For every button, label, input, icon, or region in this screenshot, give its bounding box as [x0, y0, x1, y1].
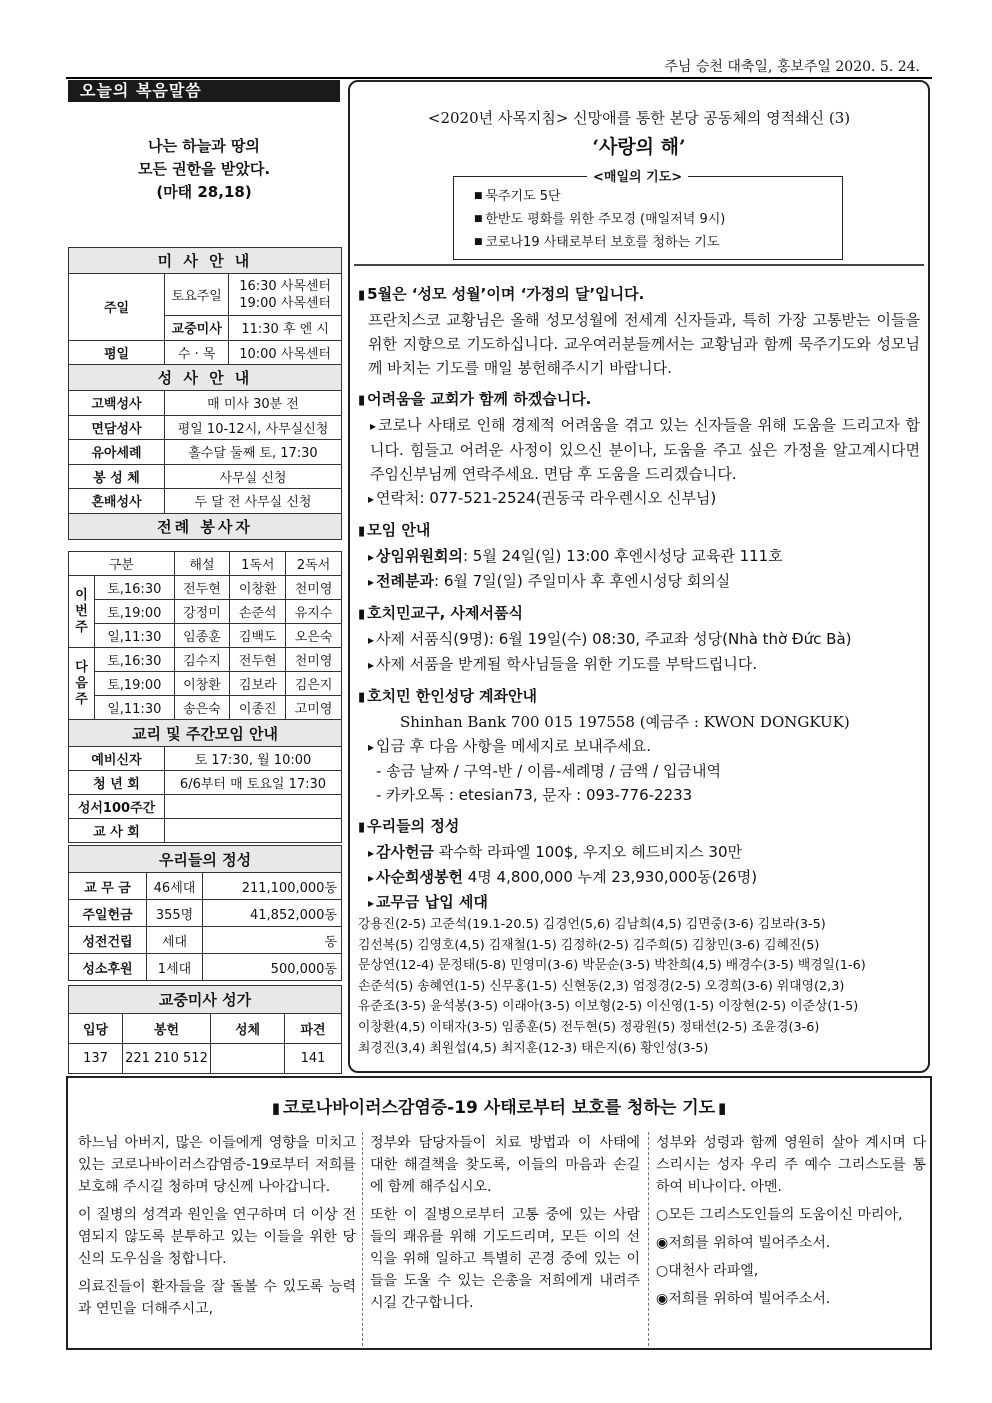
- notice-title: ▮ 어려움을 교회가 함께 하겠습니다.: [358, 387, 924, 413]
- meeting-label: 예비신자: [69, 747, 165, 771]
- sat-mass-times: [229, 274, 342, 316]
- notice-line: ▸ 사제 서품을 받게될 학사님들을 위한 기도를 부탁드립니다.: [358, 652, 924, 677]
- offering-count: 1세대: [147, 954, 203, 981]
- meeting-value: [165, 819, 342, 843]
- sacrament-label: 고백성사: [69, 391, 165, 416]
- server-name: 김백도: [230, 624, 286, 648]
- sacrament-value: 홀수달 둘째 토, 17:30: [165, 440, 342, 465]
- prayer-response: ◉저희를 위하여 빌어주소서.: [656, 1291, 831, 1307]
- server-col-header: 2독서: [286, 552, 342, 576]
- prayer-paragraph: 이 질병의 성격과 원인을 연구하며 더 이상 전염되지 않도록 분투하고 있는 이들을 위한 당신의 도우심을 청합니다.: [78, 1207, 356, 1267]
- notice-line: ▸ 입금 후 다음 사항을 메세지로 보내주세요.: [358, 734, 924, 759]
- offering-amount: 동: [203, 927, 342, 954]
- offering-name: 사순희생봉헌: [376, 868, 463, 886]
- parish-info-table: [68, 247, 342, 540]
- donor-line: 문상연(12-4) 문정태(5-8) 민영미(3-6) 박문순(3-5) 박찬희(4,5) 배경수(3-5) 백경일(1-6): [358, 958, 866, 974]
- header-rule: [66, 77, 932, 79]
- sat-mass-label: 토요주일: [165, 274, 229, 316]
- prayer-column-2: [370, 1132, 640, 1346]
- daily-prayer-item: ■ 한반도 평화를 위한 주모경 (매일저녁 9시): [474, 208, 842, 231]
- server-name: 이종진: [230, 696, 286, 720]
- server-name: 김보라: [230, 672, 286, 696]
- offering-count: 355명: [147, 900, 203, 927]
- doctrine-table: [68, 719, 342, 843]
- meeting-label: 청 년 회: [69, 771, 165, 795]
- daily-prayer-label: <매일의 기도>: [587, 166, 688, 189]
- weekday-time: 10:00 사목센터: [229, 340, 342, 365]
- server-col-header: 구분: [69, 552, 175, 576]
- sacrament-label: 면담성사: [69, 415, 165, 440]
- notice-body: ▸ 코로나 사태로 인해 경제적 어려움을 겪고 있는 신자들을 위해 도움을 드리고자 합니다. 힘들고 어려운 사정이 있으신 분이나, 도움을 주고 싶은 가정을 알고계시다면 주임신부님께 연락주세요. 면담 후 도움을 드리겠습니다.: [358, 413, 924, 486]
- hymns-section-title: 교중미사 성가: [69, 986, 342, 1014]
- hymn-header: 성체: [211, 1014, 285, 1044]
- notices-list: [358, 282, 924, 1066]
- sacrament-value: 사무실 신청: [165, 464, 342, 489]
- offering-name: 교무금 납입 세대: [376, 893, 488, 911]
- notice-line: - 송금 날짜 / 구역-반 / 이름-세례명 / 금액 / 입금내역: [376, 762, 721, 780]
- prayer-column-3: [656, 1132, 926, 1346]
- section-divider: [354, 264, 924, 266]
- hymn-value: 221 210 512: [123, 1044, 211, 1074]
- servers-table: [68, 551, 342, 720]
- offering-detail: 곽수학 라파엘 100$, 우지오 헤드비지스 30만: [434, 843, 742, 861]
- notice-title: ▮ 5월은 ‘성모 성월’이며 ‘가정의 달’입니다.: [358, 282, 924, 308]
- this-week-text: 이번주: [75, 587, 88, 635]
- covid-prayer-title: ▮ 코로나바이러스감염증-19 사태로부터 보호를 청하는 기도 ▮: [68, 1093, 930, 1118]
- notice-title: ▮ 호치민 한인성당 계좌안내: [358, 684, 924, 710]
- server-name: 전두현: [174, 576, 230, 600]
- server-name: 전두현: [230, 648, 286, 672]
- offering-line: [358, 865, 924, 890]
- weekday-days: 수 · 목: [165, 340, 229, 365]
- offering-count: 세대: [147, 927, 203, 954]
- offering-amount: 500,000동: [203, 954, 342, 981]
- daily-prayer-item: ■ 묵주기도 5단: [474, 185, 842, 208]
- meeting-name: 전례분과: [376, 572, 434, 590]
- sacrament-label: 유아세례: [69, 440, 165, 465]
- offering-line: [358, 840, 924, 865]
- pastoral-guideline-subtitle: ‘사랑의 해’: [592, 136, 686, 158]
- mass-section-title: 미 사 안 내: [69, 248, 342, 274]
- meeting-item: [358, 569, 924, 594]
- server-name: 이창환: [174, 672, 230, 696]
- intl-mass-label: 교중미사: [165, 316, 229, 341]
- doctrine-section-title: 교리 및 주간모임 안내: [69, 720, 342, 747]
- gospel-verse: [68, 135, 340, 204]
- notice-offerings: [358, 814, 924, 1059]
- prayer-paragraph: 하느님 아버지, 많은 이들에게 영향을 미치고 있는 코로나바이러스감염증-19로부터 저희를 보호해 주시길 청하며 당신께 나아갑니다.: [78, 1135, 356, 1195]
- intl-mass-time: 11:30 후 엔 시: [229, 316, 342, 341]
- bank-account: Shinhan Bank 700 015 197558 (예금주 : KWON DONGKUK): [400, 713, 850, 731]
- next-week-text: 다음주: [75, 659, 88, 707]
- hymn-value: 137: [69, 1044, 123, 1074]
- offering-name: 감사헌금: [376, 843, 434, 861]
- meeting-item: [358, 544, 924, 569]
- offering-line: [358, 890, 924, 915]
- hymn-value: 141: [285, 1044, 342, 1074]
- notice-may: [358, 282, 924, 380]
- prayer-paragraph: 성부와 성령과 함께 영원히 살아 계시며 다스리시는 성자 우리 주 예수 그리스도를 통하여 비나이다. 아멘.: [656, 1135, 926, 1195]
- offering-label: 교 무 금: [69, 873, 147, 900]
- server-name: 송은숙: [174, 696, 230, 720]
- server-col-header: 해설: [174, 552, 230, 576]
- offering-count: 46세대: [147, 873, 203, 900]
- prayer-column-1: [78, 1132, 356, 1346]
- server-name: 천미영: [286, 576, 342, 600]
- meeting-value: 6/6부터 매 토요일 17:30: [165, 771, 342, 795]
- prayer-paragraph: 의료진들이 환자들을 잘 돌볼 수 있도록 능력과 연민을 더해주시고,: [78, 1279, 356, 1317]
- server-name: 손준석: [230, 600, 286, 624]
- offerings-table: [68, 845, 342, 981]
- server-name: 유지수: [286, 600, 342, 624]
- daily-prayer-item: ■ 코로나19 사태로부터 보호를 청하는 기도: [474, 231, 842, 254]
- notice-contact: ▸ 연락처: 077-521-2524(권동국 라우렌시오 신부님): [358, 486, 924, 511]
- notice-bank: [358, 684, 924, 807]
- hymn-value: [211, 1044, 285, 1074]
- prayer-paragraph: 정부와 담당자들이 치료 방법과 이 사태에 대한 해결책을 찾도록, 이들의 마음과 손길에 함께 해주십시오.: [370, 1135, 640, 1195]
- sacrament-label: 봉 성 체: [69, 464, 165, 489]
- donor-line: 최경진(3,4) 최원섭(4,5) 최지훈(12-3) 태은지(6) 황인성(3-5): [358, 1040, 709, 1056]
- donor-line: 강용진(2-5) 고준석(19.1-20.5) 김경언(5,6) 김남희(4,5) 김면중(3-6) 김보라(3-5): [358, 917, 826, 932]
- sacrament-label: 혼배성사: [69, 489, 165, 514]
- server-name: 임종훈: [174, 624, 230, 648]
- gospel-line-1: 나는 하늘과 땅의: [148, 137, 260, 155]
- server-slot: 토,16:30: [95, 576, 175, 600]
- server-slot: 토,19:00: [95, 672, 175, 696]
- notice-ordination: [358, 601, 924, 677]
- servers-section-title: 전례 봉사자: [69, 513, 342, 539]
- offering-detail: 4명 4,800,000 누계 23,930,000동(26명): [462, 868, 758, 886]
- next-week-label: [69, 648, 95, 720]
- donor-line: 김선복(5) 김영호(4,5) 김재철(1-5) 김정하(2-5) 김주희(5) 김창민(3-6) 김혜진(5): [358, 937, 820, 953]
- sat-mass-time-1: 16:30 사목센터: [239, 278, 332, 294]
- prayer-response: ○대천사 라파엘,: [656, 1263, 759, 1279]
- sacraments-section-title: 성 사 안 내: [69, 365, 342, 391]
- issue-date: 주님 승천 대축일, 홍보주일 2020. 5. 24.: [664, 59, 920, 75]
- notice-meetings: [358, 518, 924, 594]
- gospel-reference: (마태 28,18): [156, 183, 252, 201]
- covid-prayer-box: [66, 1076, 932, 1350]
- sacrament-value: 매 미사 30분 전: [165, 391, 342, 416]
- hymn-header: 파견: [285, 1014, 342, 1044]
- notice-title: ▮ 호치민교구, 사제서품식: [358, 601, 924, 627]
- pastoral-guideline-title: <2020년 사목지침> 신망애를 통한 본당 공동체의 영적쇄신 (3): [427, 109, 851, 127]
- server-name: 오은숙: [286, 624, 342, 648]
- meeting-value: 토 17:30, 월 10:00: [165, 747, 342, 771]
- sat-mass-time-2: 19:00 사목센터: [239, 295, 332, 311]
- notice-title: ▮ 모임 안내: [358, 518, 924, 544]
- column-divider: [648, 1132, 649, 1346]
- gospel-label: 오늘의 복음말씀: [68, 80, 340, 102]
- sacrament-value: 평일 10-12시, 사무실신청: [165, 415, 342, 440]
- sunday-label: 주일: [69, 274, 165, 341]
- meeting-label: 성서100주간: [69, 795, 165, 819]
- prayer-response: ◉저희를 위하여 빌어주소서.: [656, 1235, 831, 1251]
- server-name: 강정미: [174, 600, 230, 624]
- server-slot: 일,11:30: [95, 696, 175, 720]
- donor-line: 이창환(4,5) 이태자(3-5) 임종훈(5) 전두현(5) 정광원(5) 정태선(2-5) 조윤경(3-6): [358, 1019, 820, 1035]
- offering-label: 주일헌금: [69, 900, 147, 927]
- server-name: 천미영: [286, 648, 342, 672]
- column-divider: [362, 1132, 363, 1346]
- offering-amount: 41,852,000동: [203, 900, 342, 927]
- meeting-name: 상임위원회의: [376, 547, 463, 565]
- server-slot: 토,19:00: [95, 600, 175, 624]
- meeting-label: 교 사 회: [69, 819, 165, 843]
- donor-line: 유준조(3-5) 윤석봉(3-5) 이래아(3-5) 이보형(2-5) 이신영(1-5) 이장현(2-5) 이준상(1-5): [358, 999, 859, 1015]
- announcements-panel: [348, 80, 930, 1073]
- daily-prayer-box: [453, 170, 843, 260]
- sacrament-value: 두 달 전 사무실 신청: [165, 489, 342, 514]
- server-slot: 토,16:30: [95, 648, 175, 672]
- server-name: 김수지: [174, 648, 230, 672]
- notice-body: 프란치스코 교황님은 올해 성모성월에 전세계 신자들과, 특히 가장 고통받는 이들을 위한 지향으로 기도하십니다. 교우여러분들께서는 교황님과 함께 묵주기도와 성모님께 바치는 기도를 매일 봉헌해주시기 바랍니다.: [368, 311, 920, 377]
- meeting-value: [165, 795, 342, 819]
- donor-line: 손준석(5) 송혜연(1-5) 신무홍(1-5) 신현동(2,3) 엄정경(2-5) 오경희(3-6) 위대영(2,3): [358, 978, 845, 994]
- notice-line: ▸ 사제 서품식(9명): 6월 19일(수) 08:30, 주교좌 성당(Nhà thờ Đức Bà): [358, 627, 924, 652]
- notice-help: [358, 387, 924, 511]
- donor-list: [358, 915, 924, 1059]
- server-name: 김은지: [286, 672, 342, 696]
- gospel-line-2: 모든 권한을 받았다.: [137, 160, 271, 178]
- offering-label: 성전건립: [69, 927, 147, 954]
- this-week-label: [69, 576, 95, 648]
- hymns-table: [68, 985, 342, 1074]
- server-col-header: 1독서: [230, 552, 286, 576]
- weekday-label: 평일: [69, 340, 165, 365]
- notice-line: - 카카오톡 : etesian73, 문자 : 093-776-2233: [376, 786, 693, 804]
- hymn-header: 봉헌: [123, 1014, 211, 1044]
- offering-label: 성소후원: [69, 954, 147, 981]
- server-name: 이창환: [230, 576, 286, 600]
- meeting-detail: : 5월 24일(일) 13:00 후엔시성당 교육관 111호: [462, 547, 783, 565]
- server-name: 고미영: [286, 696, 342, 720]
- hymn-header: 입당: [69, 1014, 123, 1044]
- offering-amount: 211,100,000동: [203, 873, 342, 900]
- prayer-paragraph: 또한 이 질병으로부터 고통 중에 있는 사람들의 쾌유를 위해 기도드리며, 모든 이의 선익을 위해 일하고 특별히 곤경 중에 있는 이들을 도울 수 있는 은총을 저희에게 내려주시길 간구합니다.: [370, 1207, 640, 1311]
- meeting-detail: : 6월 7일(일) 주일미사 후 후엔시성당 회의실: [434, 572, 731, 590]
- offerings-section-title: 우리들의 정성: [69, 846, 342, 873]
- prayer-response: ○모든 그리스도인들의 도움이신 마리아,: [656, 1207, 903, 1223]
- notice-title: ▮ 우리들의 정성: [358, 814, 924, 840]
- server-slot: 일,11:30: [95, 624, 175, 648]
